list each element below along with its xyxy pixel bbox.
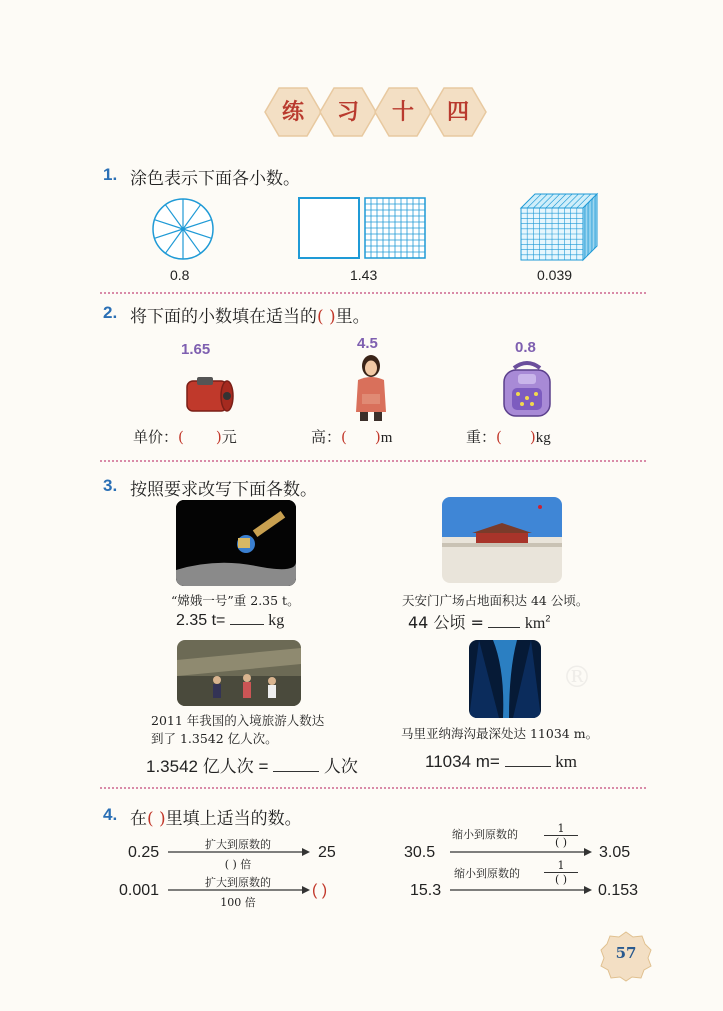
slot-height: 高：( )m (311, 428, 393, 446)
paren-placeholder: ( ) (317, 307, 336, 327)
answer-blank-kg[interactable] (230, 610, 264, 625)
question-4-number: 4. (103, 805, 118, 824)
r3-to: 3.05 (599, 844, 631, 861)
r3-top-label: 缩小到原数的 (452, 828, 518, 841)
caption-tourism-line-2: 到了 1.3542 亿人次。 (151, 731, 278, 746)
r3-from: 30.5 (404, 844, 436, 861)
tiananmen-square-photo (442, 497, 562, 583)
thousandths-cube-figure[interactable] (519, 192, 599, 262)
answer-blank-r4[interactable]: ( ) (544, 872, 578, 886)
title-hex-4 (429, 86, 487, 138)
label-1-43: 1.43 (350, 267, 378, 283)
mariana-trench-photo (469, 640, 541, 718)
r4-top-label: 缩小到原数的 (454, 867, 520, 880)
value-1-65: 1.65 (181, 341, 211, 358)
r1-from: 0.25 (128, 844, 160, 861)
equation-depth: 11034 m= km (425, 752, 578, 771)
r1-to: 25 (318, 844, 336, 861)
slot-weight: 重：( )kg (466, 428, 551, 446)
question-4-text: 在( )里填上适当的数。 (130, 809, 302, 829)
equation-tourists: 1.3542 亿人次 = 人次 (146, 757, 358, 777)
whole-square-figure[interactable] (298, 197, 360, 259)
backpack-icon (496, 360, 558, 420)
answer-blank-r1[interactable]: ( ) 倍 (224, 858, 252, 871)
caption-tourism-line-1: 2011 年我国的入境旅游人数达 (151, 713, 325, 728)
question-3-text: 按照要求改写下面各数。 (130, 480, 317, 500)
answer-blank-persons[interactable] (273, 757, 319, 772)
r4-to: 0.153 (598, 882, 639, 899)
r1-top-label: 扩大到原数的 (205, 838, 271, 851)
answer-blank-r2[interactable]: ( ) (312, 882, 328, 899)
caption-change-1: “嫦娥一号”重 2.35 t。 (171, 593, 300, 608)
question-2-number: 2. (103, 303, 118, 322)
question-2-text: 将下面的小数填在适当的( )里。 (130, 307, 370, 327)
woman-figure-icon (350, 354, 392, 422)
page-number: 57 (615, 944, 637, 962)
label-0-8: 0.8 (170, 267, 190, 283)
value-4-5: 4.5 (357, 335, 378, 352)
caption-mariana: 马里亚纳海沟最深处达 11034 m。 (401, 726, 599, 741)
r2-top-label: 扩大到原数的 (205, 876, 271, 889)
title-char: 习 (336, 99, 359, 125)
section-divider (100, 787, 646, 789)
change-1-satellite-photo (176, 500, 296, 586)
r2-bottom-label: 100 倍 (220, 896, 256, 909)
value-0-8: 0.8 (515, 339, 536, 356)
r4-from: 15.3 (410, 882, 442, 899)
section-divider (100, 292, 646, 294)
title-char: 练 (281, 99, 304, 125)
question-1-number: 1. (103, 165, 118, 184)
answer-blank-r3[interactable]: ( ) (544, 835, 578, 849)
slot-unit-price: 单价：( )元 (133, 428, 237, 446)
circle-tenths-figure[interactable] (151, 197, 215, 261)
title-char: 四 (446, 99, 469, 125)
r4-fraction: 1 ( ) (544, 859, 578, 886)
r2-from: 0.001 (119, 882, 160, 899)
equation-tonnes: 2.35 t= kg (176, 612, 285, 629)
title-char: 十 (391, 99, 414, 125)
r4-arrow-icon (450, 885, 592, 895)
title-hex-2 (319, 86, 377, 138)
title-hex-1 (264, 86, 322, 138)
hundredths-grid-figure[interactable] (364, 197, 426, 259)
r3-fraction: 1 ( ) (544, 822, 578, 849)
label-0-039: 0.039 (537, 267, 573, 283)
title-hex-3 (374, 86, 432, 138)
question-3-number: 3. (103, 476, 118, 495)
equation-hectares: 44 公顷 = $km^2$ (408, 613, 551, 632)
great-wall-tourists-photo (177, 640, 301, 706)
question-1-text: 涂色表示下面各小数。 (130, 169, 300, 189)
answer-blank-km[interactable] (505, 752, 551, 767)
r1-bottom-label (168, 856, 308, 872)
caption-tiananmen: 天安门广场占地面积达 44 公顷。 (402, 593, 589, 608)
pencil-sharpener-icon (183, 373, 235, 417)
answer-blank-km2[interactable] (488, 613, 520, 628)
section-divider (100, 460, 646, 462)
r3-arrow-icon (450, 847, 592, 857)
